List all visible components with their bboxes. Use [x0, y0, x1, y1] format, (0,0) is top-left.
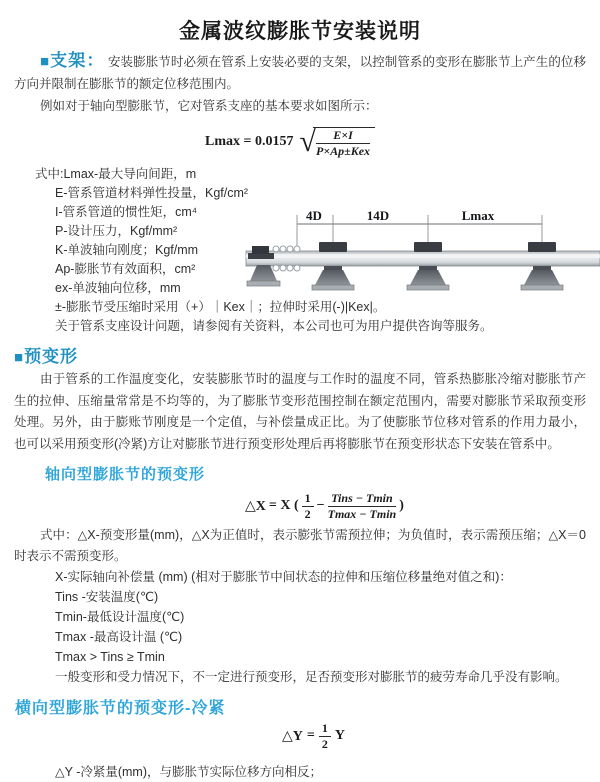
predeform-paragraph: 由于管系的工作温度变化，安装膨胀节时的温度与工作时的温度不同，管系热膨胀冷缩对膨胀节产生的拉伸、压缩量常常是不均等的，为了膨胀节变形范围控制在额定范围内，需要对膨胀节采取预变形处理。另外，由于膨账节刚度是一个定值，与补偿量成正比。为了使膨胀节位移对管系的作用力最小，也可以采用预变形(冷紧)方让对膨胀节进行预变形处理后再将膨胀节在预变形状态下安装在管系中。 — [14, 372, 586, 451]
subheading-lateral: 横向型膨胀节的预变形-冷紧 — [15, 700, 226, 717]
axial-var-line: 一般变形和受力情况下，不一定进行预变形，足否预变形对膨胀节的疲劳寿命几乎没有影响。 — [55, 670, 568, 684]
formula-eq: = 0.0157 — [243, 134, 294, 149]
support-paragraph — [14, 50, 586, 95]
axial-var-line: Tmin-最低设计温度(℃) — [55, 610, 185, 624]
lateral-formula-eq: = — [306, 728, 315, 743]
minus-sign: − — [316, 498, 325, 513]
lateral-formula-rhs: Y — [334, 728, 345, 743]
lateral-formula — [282, 722, 600, 750]
sqrt-symbol: √ — [299, 125, 316, 158]
var-line: I-管系管道的惯性矩，cm⁴ — [55, 205, 198, 219]
half-denominator: 2 — [304, 506, 311, 521]
support-paragraph-text: 安装膨胀节时必须在管系上安装必要的支架，以控制管系的变形在膨胀节上产生的位移方向并限制在膨胀节的额定位移范围内。 — [14, 55, 586, 91]
var-line: E-管系管道材料弹性投量，Kgf/cm² — [55, 186, 249, 200]
var-line: Ap-膨胀节有效面积，cm² — [55, 262, 196, 276]
temp-numerator: Tins − Tmin — [328, 492, 397, 507]
axial-var-line: X-实际轴向补偿量 (mm) (相对于膨胀节中间状态的拉伸和压缩位移量绝对值之和)： — [55, 570, 512, 584]
var-line: K-单波轴向刚度；Kgf/mm — [55, 243, 199, 257]
lateral-half-den: 2 — [321, 736, 328, 751]
lateral-formula-description: △Y -冷紧量(mm)，与膨胀节实际位移方向相反； — [55, 765, 323, 779]
support-note: 关于管系支座设计问题，请参阅有关资料，本公司也可为用户提供咨询等服务。 — [55, 319, 493, 333]
pipe-support-diagram — [246, 207, 600, 307]
radicand — [313, 127, 375, 158]
support-example-text: 例如对于轴向型膨胀节，它对管系支座的基本要求如图所示： — [40, 99, 378, 113]
axial-formula-eq: = X ( — [268, 498, 299, 513]
var-line: P-设计压力，Kgf/mm² — [55, 224, 178, 238]
pipe — [246, 251, 600, 266]
var-line: 式中:Lmax-最大导向间距，m — [35, 167, 197, 181]
page-title: 金属波纹膨胀节安装说明 — [179, 20, 421, 43]
section-title-support: 支架： — [50, 51, 105, 70]
var-line: ±-膨胀节受压缩时采用（+）｜Kex｜；拉伸时采用(-)|Kex|。 — [55, 300, 386, 314]
document-page — [0, 15, 600, 779]
lateral-formula-lhs: △Y — [282, 728, 303, 744]
formula-numerator: E×I — [316, 129, 370, 144]
lateral-half-num: 1 — [319, 722, 331, 737]
axial-formula-description: 式中：△X-预变形量(mm)，△X为正值时，表示膨张节需预拉伸；为负值时，表示需预压缩；△X＝0时表示不需预变形。 — [14, 528, 586, 563]
section-title-predeform: 预变形 — [24, 347, 79, 366]
section-heading-predeform — [14, 342, 586, 367]
lmax-formula — [205, 125, 600, 159]
temp-denominator: Tmax − Tmin — [327, 506, 397, 521]
axial-var-line: Tins -安装温度(℃) — [55, 590, 159, 604]
axial-formula — [245, 490, 600, 522]
section-bullet-icon: ■ — [14, 349, 24, 366]
axial-var-line: Tmax -最高设计温 (℃) — [55, 630, 183, 644]
half-numerator: 1 — [302, 492, 314, 507]
close-paren: ) — [399, 498, 404, 513]
axial-formula-lhs: △X — [245, 498, 266, 514]
axial-var-line: Tmax > Tins ≥ Tmin — [55, 650, 165, 664]
subheading-axial: 轴向型膨胀节的预变形 — [45, 466, 206, 483]
section-bullet-icon: ■ — [40, 53, 50, 70]
formula-lhs: Lmax — [205, 134, 240, 149]
dim-label-lmax: Lmax — [461, 208, 495, 223]
dim-label-4d: 4D — [306, 208, 322, 223]
dim-label-14d: 14D — [366, 208, 390, 223]
var-line: ex-单波轴向位移，mm — [55, 281, 181, 295]
formula-denominator: P×Ap±Kex — [315, 143, 371, 158]
